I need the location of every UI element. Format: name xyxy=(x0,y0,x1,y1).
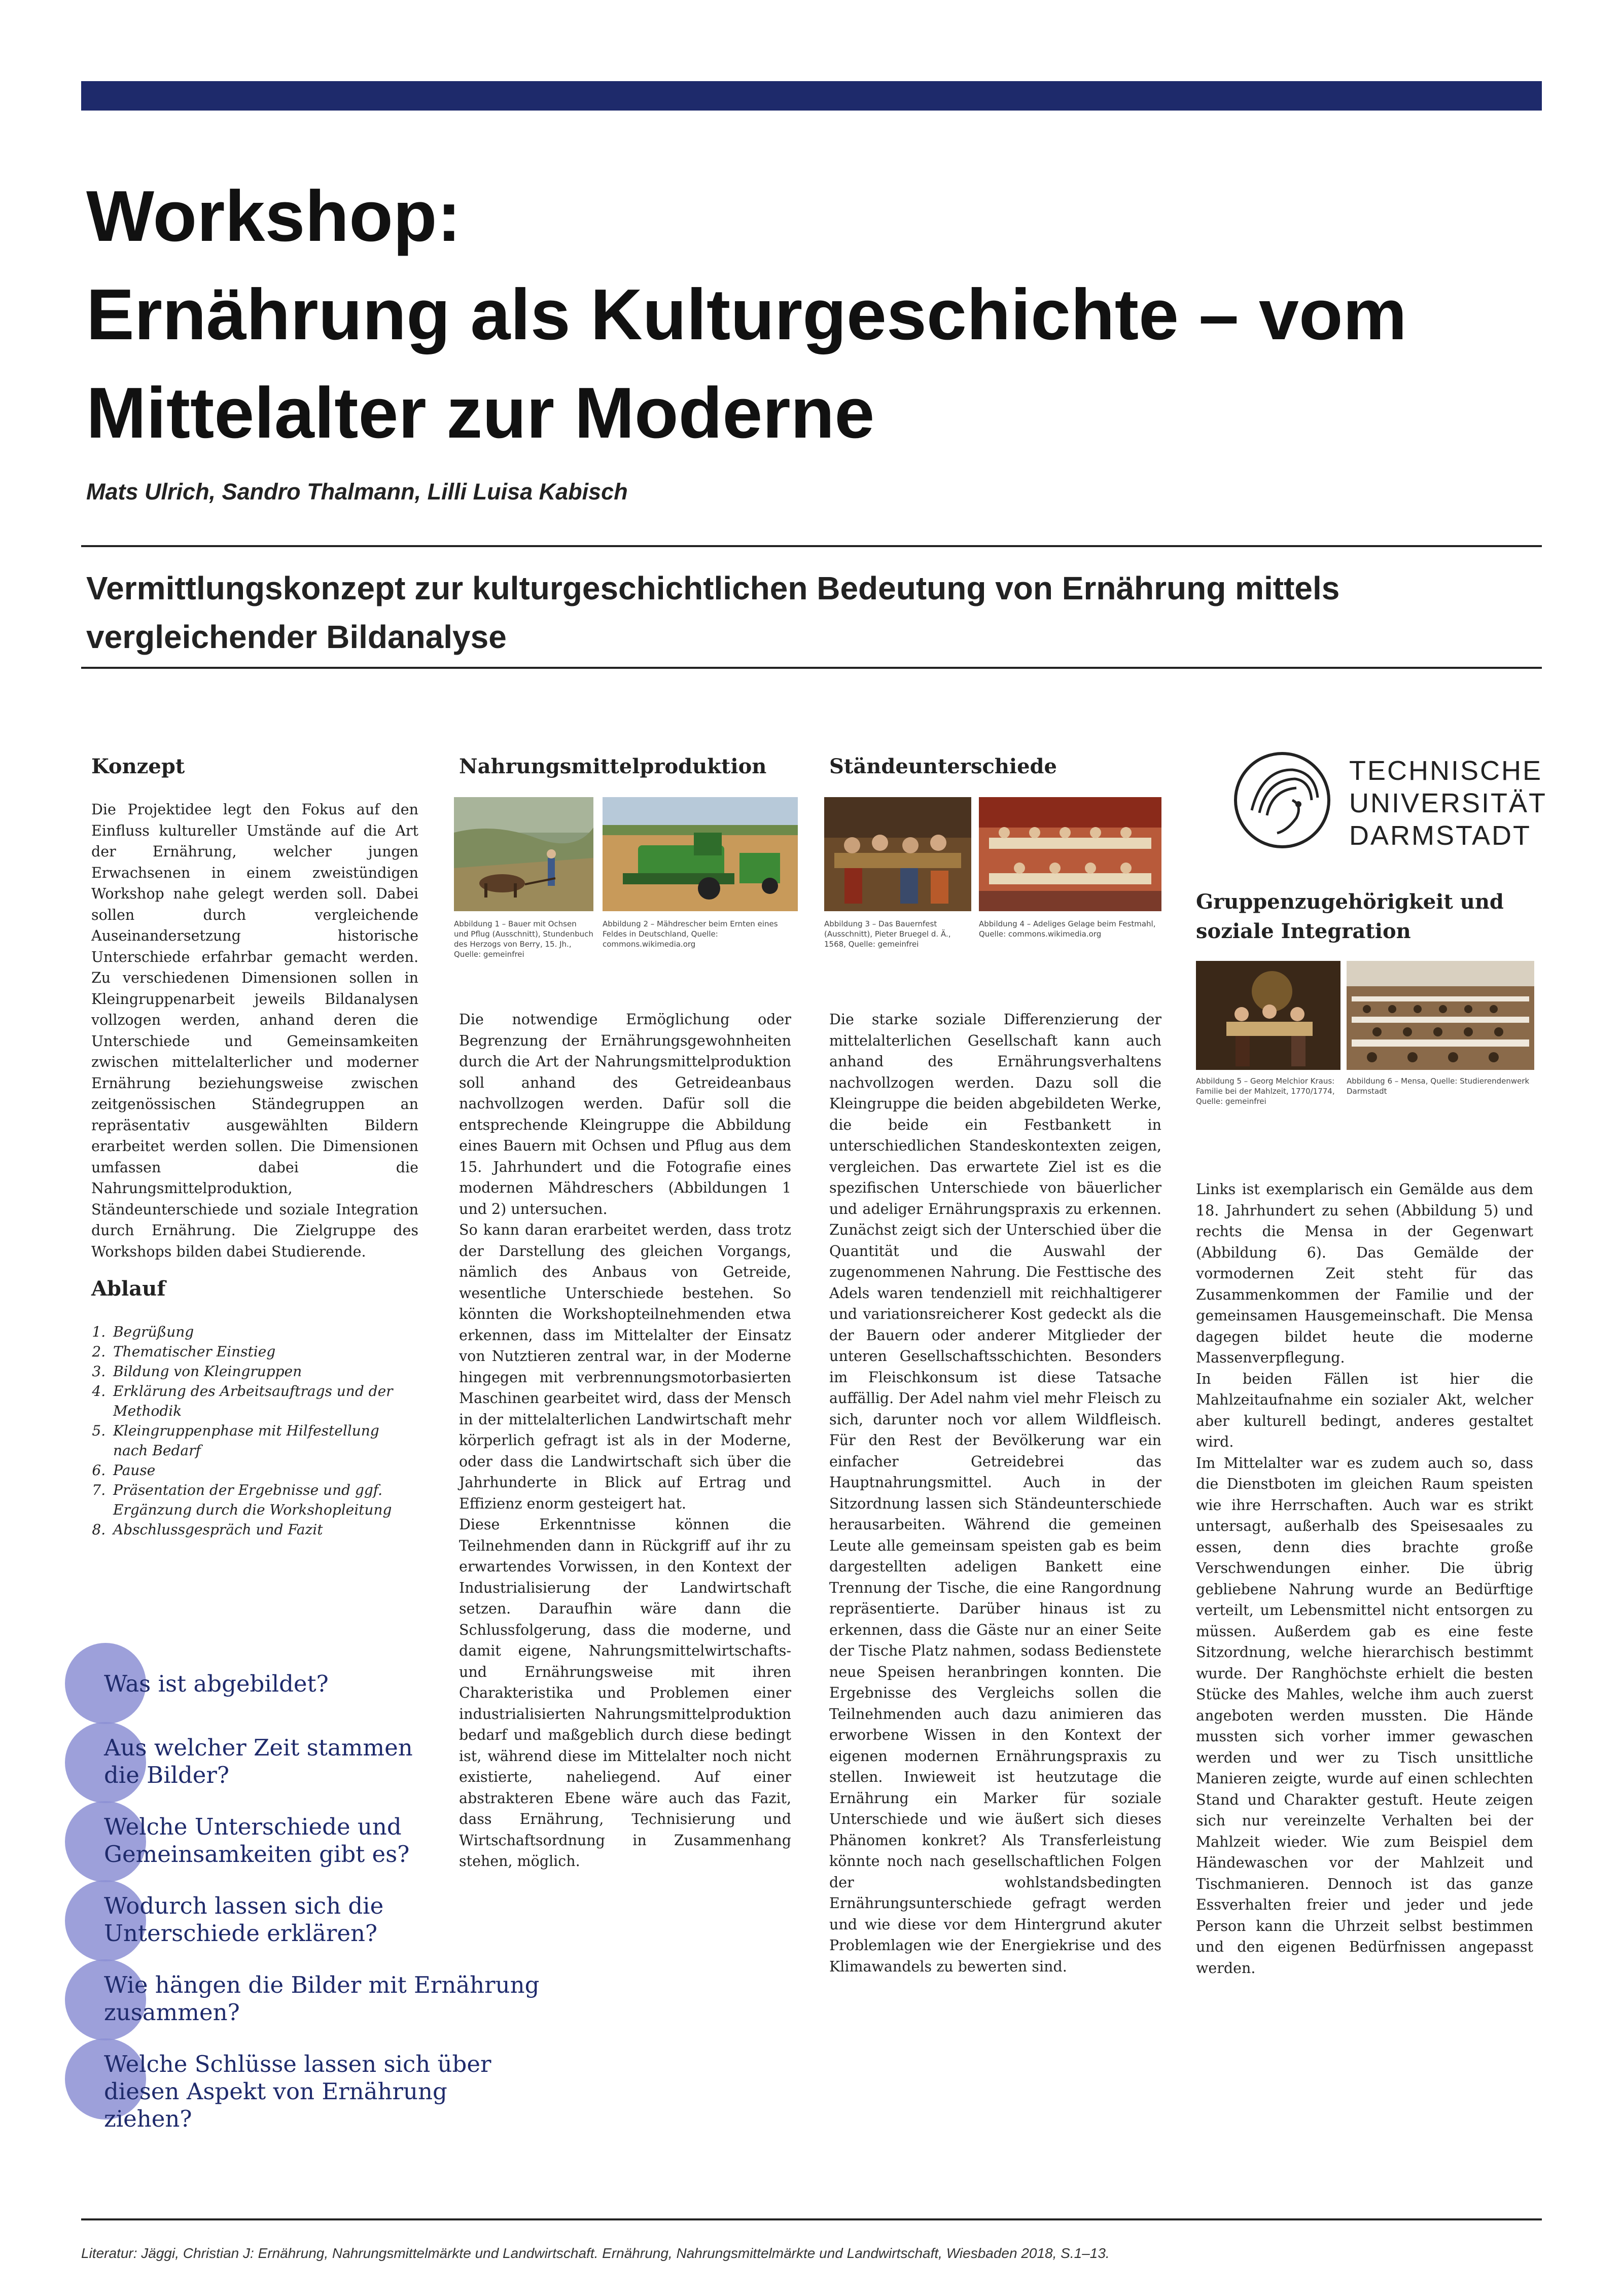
title-line: Mittelalter zur Moderne xyxy=(86,373,875,453)
figure-caption-1: Abbildung 1 – Bauer mit Ochsen und Pflug (Ausschnitt), Stundenbuch des Herzogs von Berry, 15. Jh., Quelle: gemeinfrei xyxy=(454,919,593,959)
nahrung-text xyxy=(459,1009,791,1872)
list-item: 5. Kleingruppenphase mit Hilfestellung nach Bedarf xyxy=(110,1421,418,1460)
paragraph: Die Projektidee legt den Fokus auf den Einfluss kultureller Umstände auf die Art der Ernährung, welcher jungen Erwachsenen in einem zweistündigen Workshop nahe gelegt werden soll. Dabei sollen durch vergleichende Auseinandersetzung historische Unterschiede erfahrbar gemacht werden. Zu verschiedenen Dimensionen sollen in Kleingruppenarbeit jeweils Bildanalysen vollzogen werden, anhand deren die Unterschiede und Gemeinsamkeiten zwischen mittelalterlicher und moderner Ernährung beziehungsweise zwischen zeitgenössischen Ständegruppen an repräsentativ ausgewählten Bildern erarbeitet werden sollen. Die Dimensionen umfassen dabei die Nahrungsmittelproduktion, Ständeunterschiede und soziale Integration durch Ernährung. Die Zielgruppe des Workshops bilden dabei Studierende. xyxy=(91,801,418,1260)
gruppe-text xyxy=(1196,1179,1533,1979)
heading-line: Gruppenzugehörigkeit und xyxy=(1196,890,1504,914)
paragraph: Die notwendige Ermöglichung oder Begrenzung der Ernährungsgewohnheiten durch die Art der Nahrungsmittelproduktion soll anhand des Getreideanbaus nachvollzogen werden. Dafür soll die entsprechende Kleingruppe die Abbildung eines Bauern mit Ochsen und Pflug aus dem 15. Jahrhundert und die Fotografie eines modernen Mähdreschers (Abbildungen 1 und 2) untersuchen. xyxy=(459,1011,791,1217)
athena-head-icon xyxy=(1231,749,1333,851)
question-6: Welche Schlüsse lassen sich über diesen Aspekt von Ernährung ziehen? xyxy=(104,2051,491,2132)
logo-line: TECHNISCHE xyxy=(1349,756,1543,786)
list-item: 3. Bildung von Kleingruppen xyxy=(110,1361,418,1381)
question-1: Was ist abgebildet? xyxy=(104,1670,329,1697)
paragraph: Diese Erkenntnisse können die Teilnehmenden dann in Rückgriff auf ihr zu erwartendes Vorwissen, in den Kontext der Industrialisierung der Landwirtschaft setzen. Daraufhin wäre dann die Schlussfolgerung, dass die moderne, und damit eigene, Nahrungsmittelwirtschafts- und Ernährungsweise mit ihren Charakteristika und Problemen einer industrialisierten Nahrungsmittelproduktion bedarf und maßgeblich durch diese bedingt ist, während diese im Mittelalter noch nicht existierte, naheliegend. Auf einer abstrakteren Ebene wäre auch das Fazit, dass Ernährung, Technisierung und Wirtschaftsordnung in Zusammenhang stehen, möglich. xyxy=(459,1516,791,1870)
authors: Mats Ulrich, Sandro Thalmann, Lilli Luisa Kabisch xyxy=(86,479,628,505)
list-item: 8. Abschlussgespräch und Fazit xyxy=(110,1520,418,1539)
image-combine-harvester xyxy=(603,797,798,911)
question-5: Wie hängen die Bilder mit Ernährung zusammen? xyxy=(104,1971,540,2026)
paragraph: Die starke soziale Differenzierung der mittelalterlichen Gesellschaft kann auch anhand des Ernährungsverhaltens nachvollzogen werden. Dazu soll die Kleingruppe die beiden abgebildeten Werke, die beide ein Festbankett in unterschiedlichen Standeskontexten zeigen, vergleichen. Das erwartete Ziel ist es die spezifischen Unterschiede von bäuerlicher und adeliger Ernährungspraxis zu erkennen. Zunächst zeigt sich der Unterschied über die Quantität und die Auswahl der zugenommenen Nahrung. Die Festtische des Adels waren tendenziell mit reichhaltigerer und variationsreicherer Kost gedeckt als die der Bauern oder anderer Mitglieder der unteren Gesellschaftsschichten. Besonders im Fleischkonsum ist diese Tatsache auffällig. Der Adel nahm viel mehr Fleisch zu sich, darunter noch vor allem Wildfleisch. Für den Rest der Bevölkerung war ein einfacher Getreidebrei das Hauptnahrungsmittel. Auch in der Sitzordnung lassen sich Ständeunterschiede herausarbeiten. Während die gemeinen Leute alle gemeinsam speisten gab es beim dargestellten adeligen Bankett eine Trennung der Tische, die eine Rangordnung repräsentierte. Darüber hinaus ist zu erkennen, dass die Gäste nur an einer Seite der Tische Platz nahmen, sodass Bedienstete neue Speisen heranbringen konnten. Die Ergebnisse des Vergleichs sollen die Teilnehmenden auch dazu animieren das erworbene Wissen in den Kontext der eigenen modernen Ernährungspraxis zu stellen. Inwieweit ist heutzutage die Ernährung ein Marker für soziale Unterschiede und wie äußert sich dieses Phänomen konkret? Als Transferleistung könnte noch nach gesellschaftlichen Folgen der wohlstandsbedingten Ernährungsunterschiede gefragt werden und wie diese vor dem Hintergrund akuter Problemlagen wie der Energiekrise und des Klimawandels zu bewerten sind. xyxy=(829,1011,1161,1975)
poster-title xyxy=(86,167,1547,462)
paragraph: In beiden Fällen ist hier die Mahlzeitaufnahme ein sozialer Akt, welcher aber kulturell bedingt, anderes gestaltet wird. xyxy=(1196,1370,1533,1450)
section-heading-staende: Ständeunterschiede xyxy=(829,755,1057,778)
logo-line: UNIVERSITÄT xyxy=(1349,788,1547,818)
image-mensa-photo xyxy=(1347,961,1534,1070)
staende-text xyxy=(829,1009,1161,1977)
divider xyxy=(81,545,1542,547)
list-item: 7. Präsentation der Ergebnisse und ggf. Ergänzung durch die Workshopleitung xyxy=(110,1480,418,1520)
list-item: 6. Pause xyxy=(110,1460,418,1480)
university-logo-text xyxy=(1349,755,1547,852)
heading-line: soziale Integration xyxy=(1196,919,1411,943)
figure-caption-6: Abbildung 6 – Mensa, Quelle: Studierendenwerk Darmstadt xyxy=(1347,1077,1530,1096)
figure-caption-5: Abbildung 5 – Georg Melchior Kraus: Familie bei der Mahlzeit, 1770/1774, Quelle: gemeinfrei xyxy=(1196,1077,1335,1106)
figure-caption-4: Abbildung 4 – Adeliges Gelage beim Festmahl, Quelle: commons.wikimedia.org xyxy=(979,919,1156,939)
logo-line: DARMSTADT xyxy=(1349,820,1531,851)
section-heading-gruppe xyxy=(1196,887,1504,946)
image-farmer-with-oxen xyxy=(454,797,593,911)
section-heading-ablauf: Ablauf xyxy=(91,1277,166,1301)
title-line: Ernährung als Kulturgeschichte – vom xyxy=(86,274,1407,355)
subtitle xyxy=(86,564,1542,661)
figure-caption-2: Abbildung 2 – Mähdrescher beim Ernten eines Feldes in Deutschland, Quelle: commons.wikimedia.org xyxy=(603,919,778,949)
title-line: Workshop: xyxy=(86,176,461,257)
subtitle-line: Vermittlungskonzept zur kulturgeschichtlichen Bedeutung von Ernährung mittels xyxy=(86,570,1340,606)
section-heading-nahrung: Nahrungsmittelproduktion xyxy=(459,755,767,778)
image-noble-banquet xyxy=(979,797,1161,911)
divider xyxy=(81,2218,1542,2220)
konzept-text xyxy=(91,799,418,1262)
subtitle-line: vergleichender Bildanalyse xyxy=(86,619,507,655)
ablauf-list xyxy=(84,1322,418,1539)
question-3: Welche Unterschiede und Gemeinsamkeiten gibt es? xyxy=(104,1813,410,1868)
question-2: Aus welcher Zeit stammen die Bilder? xyxy=(104,1734,413,1788)
literature-reference: Literatur: Jäggi, Christian J: Ernährung, Nahrungsmittelmärkte und Landwirtschaft. Ernährung, Nahrungsmittelmärkte und Landwirtschaft, Wiesbaden 2018, S.1–13. xyxy=(81,2245,1110,2261)
question-4: Wodurch lassen sich die Unterschiede erklären? xyxy=(104,1892,384,1947)
figure-caption-3: Abbildung 3 – Das Bauernfest (Ausschnitt), Pieter Bruegel d. Ä., 1568, Quelle: gemeinfrei xyxy=(824,919,951,949)
section-heading-konzept: Konzept xyxy=(91,755,185,778)
list-item: 1. Begrüßung xyxy=(110,1322,418,1342)
divider xyxy=(81,667,1542,669)
image-family-meal-painting xyxy=(1196,961,1340,1070)
paragraph: So kann daran erarbeitet werden, dass trotz der Darstellung des gleichen Vorgangs, nämlich des Anbaus von Getreide, wesentliche Unterschiede bestehen. So könnten die Workshopteilnehmenden etwa erkennen, dass im Mittelalter der Einsatz von Nutztieren zentral war, in der Moderne hingegen mit verbrennungsmotorbasierten Maschinen gearbeitet wird, dass der Mensch in der mittelalterlichen Landwirtschaft mehr körperlich gefragt ist als in der Moderne, oder dass die Landwirtschaft sich über die Jahrhunderte in Blick auf Ertrag und Effizienz enorm gesteigert hat. xyxy=(459,1222,791,1512)
image-peasant-feast xyxy=(824,797,971,911)
list-item: 2. Thematischer Einstieg xyxy=(110,1342,418,1361)
paragraph: Links ist exemplarisch ein Gemälde aus dem 18. Jahrhundert zu sehen (Abbildung 5) und rechts die Mensa in der Gegenwart (Abbildung 6). Das Gemälde der vormodernen Zeit steht für das Zusammenkommen der Familie und der gemeinsamen Hausgemeinschaft. Die Mensa dagegen bildet heute die moderne Massenverpflegung. xyxy=(1196,1181,1533,1366)
top-accent-bar xyxy=(81,81,1542,111)
list-item: 4. Erklärung des Arbeitsauftrags und der Methodik xyxy=(110,1381,418,1421)
paragraph: Im Mittelalter war es zudem auch so, dass die Dienstboten im gleichen Raum speisten wie ihre Herrschaften. Auch war es strikt untersagt, außerhalb des Speisesaales zu essen, denn dies brachte große Verschwendungen einher. Die übrig gebliebene Nahrung wurde an Bedürftige verteilt, um Lebensmittel nicht entsorgen zu müssen. Außerdem gab es eine feste Sitzordnung, welche hierarchisch bestimmt wurde. Der Ranghöchste erhielt die besten Stücke des Mahles, welche ihm auch zuerst angeboten werden mussten. Die Hände mussten sich vorher immer gewaschen werden und wer zu Tisch unsittliche Manieren zeigte, wurde auf einen schlechten Stand und Charakter gestuft. Heute zeigen sich nur vereinzelte Verhalten bei der Mahlzeit wieder. Wie zum Beispiel dem Händewaschen vor der Mahlzeit und Tischmanieren. Dennoch ist das ganze Essverhalten freier und jeder und jede Person kann die Uhrzeit selbst bestimmen und den eigenen Bedürfnissen angepasst werden. xyxy=(1196,1454,1533,1977)
